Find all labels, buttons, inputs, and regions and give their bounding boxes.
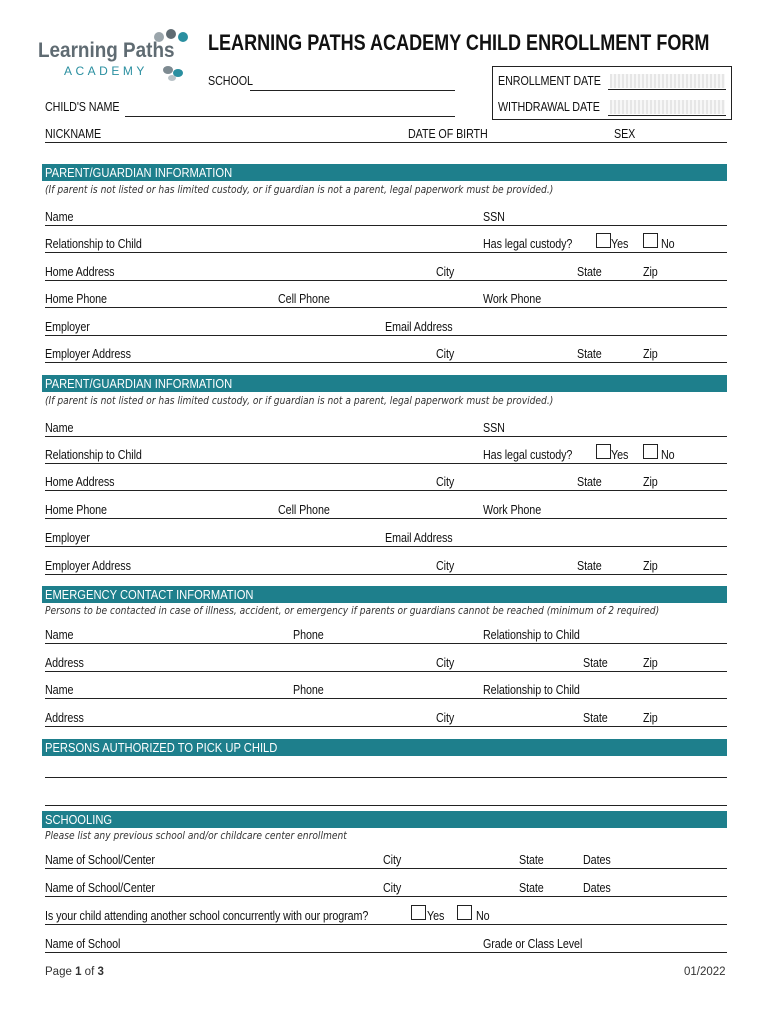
contact-address-field[interactable] (45, 726, 727, 727)
relationship-field[interactable] (45, 463, 727, 464)
pickup-line-1[interactable] (45, 777, 727, 778)
logo-dot (178, 32, 188, 42)
home-phone-label: Home Phone (45, 503, 107, 517)
school-dates-label: Dates (583, 881, 611, 895)
zip-label: Zip (643, 347, 658, 361)
page-number (45, 966, 104, 978)
page-title: LEARNING PATHS ACADEMY CHILD ENROLLMENT FORM (208, 30, 710, 55)
phone-field[interactable] (45, 518, 727, 519)
relationship-field[interactable] (45, 252, 727, 253)
city-label: City (436, 347, 455, 361)
contact-phone-label: Phone (293, 683, 324, 697)
legal-custody-yes-checkbox[interactable] (596, 233, 611, 248)
legal-custody-label: Has legal custody? (483, 237, 573, 251)
name-label: Name (45, 210, 74, 224)
section-header-guardian-2 (42, 375, 727, 392)
work-phone-label: Work Phone (483, 292, 542, 306)
section-title: PERSONS AUTHORIZED TO PICK UP CHILD (45, 740, 278, 755)
childs-name-field[interactable] (125, 116, 455, 117)
concurrent-no-checkbox[interactable] (457, 905, 472, 920)
email-label: Email Address (385, 320, 453, 334)
employer-address-label: Employer Address (45, 559, 131, 573)
contact-state-label: State (583, 656, 608, 670)
logo-pebble (163, 66, 173, 74)
name-of-school-label: Name of School (45, 937, 121, 951)
contact-address-label: Address (45, 656, 84, 670)
home-address-label: Home Address (45, 475, 115, 489)
section-header-emergency (42, 586, 727, 603)
revision-date: 01/2022 (684, 966, 726, 978)
nickname-label: NICKNAME (45, 127, 102, 141)
logo-sub: ACADEMY (64, 64, 148, 78)
name-label: Name (45, 421, 74, 435)
state-label: State (577, 475, 602, 489)
relationship-label: Relationship to Child (45, 237, 142, 251)
employer-email-field[interactable] (45, 335, 727, 336)
cell-phone-label: Cell Phone (278, 503, 330, 517)
school-state-label: State (519, 881, 544, 895)
yes-label: Yes (611, 237, 629, 251)
emergency-note: Persons to be contacted in case of illness, accident, or emergency if parents or guardians cannot be reached (minimum of 2 required) (45, 604, 660, 617)
enrollment-date-line (608, 89, 726, 90)
page-prefix: Page (45, 966, 72, 978)
contact-city-label: City (436, 711, 455, 725)
state-label: State (577, 559, 602, 573)
contact-name-field[interactable] (45, 698, 727, 699)
section-header-guardian-1 (42, 164, 727, 181)
page-total: 3 (97, 966, 104, 978)
school-field[interactable] (250, 90, 455, 91)
zip-label: Zip (643, 475, 658, 489)
enrollment-date-field[interactable] (610, 74, 725, 88)
childs-name-label: CHILD'S NAME (45, 100, 120, 114)
section-title: SCHOOLING (45, 812, 113, 827)
sex-label: SEX (614, 127, 636, 141)
home-phone-label: Home Phone (45, 292, 107, 306)
name-of-school-field[interactable] (45, 952, 727, 953)
contact-name-label: Name (45, 628, 74, 642)
schooling-note: Please list any previous school and/or childcare center enrollment (45, 829, 347, 842)
school-label: SCHOOL (208, 74, 253, 88)
section-title: PARENT/GUARDIAN INFORMATION (45, 376, 233, 391)
employer-email-field[interactable] (45, 546, 727, 547)
logo-pebble (168, 75, 176, 81)
concurrent-school-label: Is your child attending another school concurrently with our program? (45, 909, 369, 923)
section-title: PARENT/GUARDIAN INFORMATION (45, 165, 233, 180)
withdrawal-date-line (608, 115, 726, 116)
legal-custody-no-checkbox[interactable] (643, 233, 658, 248)
section-title: EMERGENCY CONTACT INFORMATION (45, 587, 254, 602)
enrollment-date-label: ENROLLMENT DATE (498, 74, 601, 88)
home-address-field[interactable] (45, 490, 727, 491)
yes-label: Yes (611, 448, 629, 462)
contact-city-label: City (436, 656, 455, 670)
logo-pebbles-icon (160, 64, 190, 82)
state-label: State (577, 347, 602, 361)
school-city-label: City (383, 881, 402, 895)
logo (38, 28, 198, 84)
cell-phone-label: Cell Phone (278, 292, 330, 306)
pickup-line-2[interactable] (45, 805, 727, 806)
contact-address-label: Address (45, 711, 84, 725)
concurrent-field[interactable] (45, 924, 727, 925)
concurrent-yes-checkbox[interactable] (411, 905, 426, 920)
legal-custody-label: Has legal custody? (483, 448, 573, 462)
city-label: City (436, 265, 455, 279)
relationship-label: Relationship to Child (45, 448, 142, 462)
school-city-label: City (383, 853, 402, 867)
yes-label: Yes (427, 909, 445, 923)
home-address-field[interactable] (45, 280, 727, 281)
no-label: No (661, 237, 675, 251)
school-row-field[interactable] (45, 896, 727, 897)
employer-address-field[interactable] (45, 362, 727, 363)
page-of: of (84, 966, 95, 978)
employer-label: Employer (45, 320, 90, 334)
no-label: No (661, 448, 675, 462)
nickname-dob-sex-field[interactable] (45, 142, 727, 143)
logo-dot (166, 29, 176, 39)
employer-address-field[interactable] (45, 574, 727, 575)
legal-custody-no-checkbox[interactable] (643, 444, 658, 459)
grade-label: Grade or Class Level (483, 937, 583, 951)
contact-name-label: Name (45, 683, 74, 697)
withdrawal-date-label: WITHDRAWAL DATE (498, 100, 600, 114)
work-phone-label: Work Phone (483, 503, 542, 517)
dob-label: DATE OF BIRTH (408, 127, 488, 141)
employer-address-label: Employer Address (45, 347, 131, 361)
contact-address-field[interactable] (45, 671, 727, 672)
employer-label: Employer (45, 531, 90, 545)
contact-state-label: State (583, 711, 608, 725)
state-label: State (577, 265, 602, 279)
phone-field[interactable] (45, 307, 727, 308)
zip-label: Zip (643, 265, 658, 279)
school-center-label: Name of School/Center (45, 853, 155, 867)
guardian-note: (If parent is not listed or has limited custody, or if guardian is not a parent, legal paperwork must be provided.) (45, 394, 554, 407)
home-address-label: Home Address (45, 265, 115, 279)
logo-main: Learning Paths (38, 39, 175, 62)
contact-relationship-label: Relationship to Child (483, 683, 580, 697)
name-ssn-field[interactable] (45, 225, 727, 226)
email-label: Email Address (385, 531, 453, 545)
name-ssn-field[interactable] (45, 436, 727, 437)
guardian-note: (If parent is not listed or has limited custody, or if guardian is not a parent, legal paperwork must be provided.) (45, 183, 554, 196)
contact-zip-label: Zip (643, 711, 658, 725)
school-dates-label: Dates (583, 853, 611, 867)
page-current: 1 (75, 966, 82, 978)
school-center-label: Name of School/Center (45, 881, 155, 895)
city-label: City (436, 475, 455, 489)
legal-custody-yes-checkbox[interactable] (596, 444, 611, 459)
ssn-label: SSN (483, 421, 505, 435)
school-row-field[interactable] (45, 868, 727, 869)
section-header-schooling (42, 811, 727, 828)
no-label: No (476, 909, 490, 923)
zip-label: Zip (643, 559, 658, 573)
school-state-label: State (519, 853, 544, 867)
ssn-label: SSN (483, 210, 505, 224)
contact-name-field[interactable] (45, 643, 727, 644)
contact-phone-label: Phone (293, 628, 324, 642)
city-label: City (436, 559, 455, 573)
contact-zip-label: Zip (643, 656, 658, 670)
withdrawal-date-field[interactable] (610, 100, 725, 114)
section-header-pickup (42, 739, 727, 756)
contact-relationship-label: Relationship to Child (483, 628, 580, 642)
